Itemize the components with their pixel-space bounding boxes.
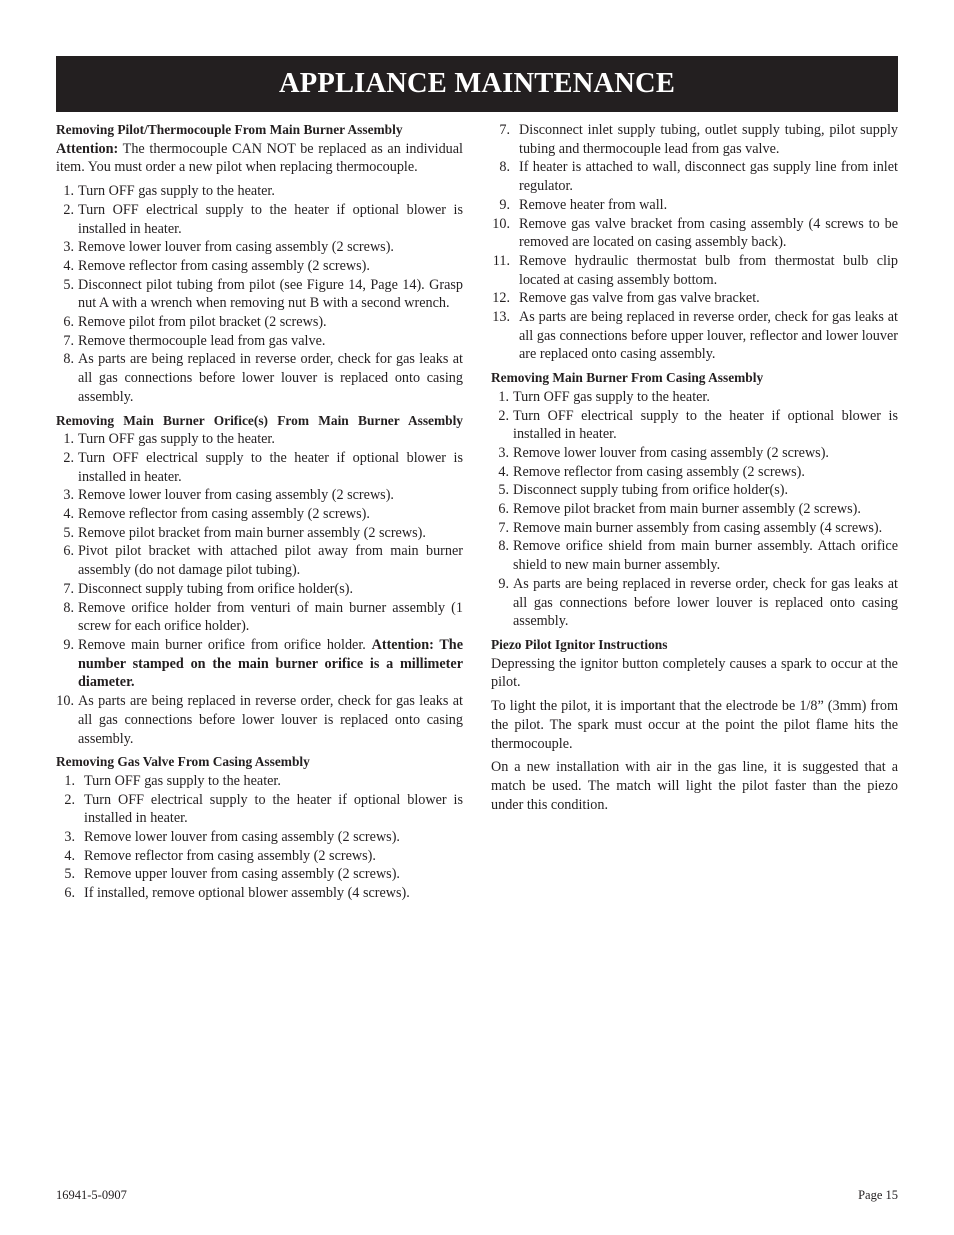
section-heading-main-burner: Removing Main Burner From Casing Assembly [491, 370, 764, 386]
list-item [56, 865, 463, 884]
step-number: 8. [63, 599, 74, 616]
step-text [78, 201, 463, 238]
step-text-body: Remove pilot from pilot bracket (2 screws). [78, 314, 327, 331]
step-text [78, 238, 463, 257]
step-text [513, 519, 898, 538]
step-text-body: Remove main burner orifice from orifice holder. [78, 636, 372, 653]
step-text-body: As parts are being replaced in reverse order, check for gas leaks at all gas connections before lower louver is replaced onto casing assembly. [78, 351, 463, 405]
section-heading-piezo: Piezo Pilot Ignitor Instructions [491, 636, 668, 652]
step-text-body: Remove orifice holder from venturi of main burner assembly (1 screw for each orifice holder). [78, 599, 463, 635]
step-text [519, 215, 898, 252]
list-item [56, 486, 463, 505]
step-text [513, 500, 898, 519]
list-item [491, 215, 898, 252]
step-text [519, 289, 898, 308]
step-number: 1. [64, 772, 75, 789]
list-item [56, 238, 463, 257]
list-item [491, 289, 898, 308]
step-text [78, 182, 463, 201]
step-text [84, 865, 463, 884]
step-text [84, 828, 463, 847]
step-text-body: Turn OFF electrical supply to the heater if optional blower is installed in heater. [513, 407, 898, 443]
list-item [56, 524, 463, 543]
list-item [56, 332, 463, 351]
step-text-body: Remove heater from wall. [519, 196, 668, 213]
step-text [78, 313, 463, 332]
step-text-body: Disconnect pilot tubing from pilot (see Figure 14, Page 14). Grasp nut A with a wrench when removing nut B with a second wrench. [78, 276, 463, 312]
step-number: 11. [492, 252, 510, 269]
step-text-body: Remove thermocouple lead from gas valve. [78, 332, 326, 349]
step-text [78, 580, 463, 599]
step-text [78, 257, 463, 276]
step-text-body: As parts are being replaced in reverse order, check for gas leaks at all gas connections before lower louver is replaced onto casing assembly. [513, 575, 898, 630]
steps-list-orifice [56, 430, 463, 748]
list-item [491, 537, 898, 574]
list-item [56, 350, 463, 406]
steps-list-gas-valve [56, 772, 463, 903]
step-text-body: Disconnect supply tubing from orifice holder(s). [78, 580, 354, 597]
list-item [56, 276, 463, 313]
list-item [56, 847, 463, 866]
step-number: 1. [63, 431, 74, 448]
step-number: 6. [63, 543, 74, 560]
step-text-body: Remove lower louver from casing assembly (2 screws). [84, 829, 400, 846]
step-text [78, 692, 463, 748]
step-text-body: Turn OFF gas supply to the heater. [78, 183, 275, 200]
step-text [513, 537, 898, 574]
step-text-body: Turn OFF gas supply to the heater. [78, 431, 275, 448]
step-number: 7. [63, 580, 74, 597]
step-number: 9. [498, 575, 509, 592]
steps-list-gas-valve-cont [491, 121, 898, 364]
list-item [56, 505, 463, 524]
list-item [491, 158, 898, 195]
step-text-body: Remove pilot bracket from main burner assembly (2 screws). [78, 524, 426, 541]
step-text-body: Remove lower louver from casing assembly (2 screws). [78, 239, 394, 256]
step-number: 13. [492, 309, 510, 326]
right-column [491, 121, 898, 814]
step-text-body: If installed, remove optional blower assembly (4 screws). [84, 885, 410, 902]
step-number: 10. [56, 693, 74, 710]
step-number: 6. [64, 885, 75, 902]
step-number: 1. [498, 388, 509, 405]
piezo-paragraph: Depressing the ignitor button completely causes a spark to occur at the pilot. [491, 655, 898, 691]
step-text [78, 430, 463, 449]
step-number: 3. [64, 829, 75, 846]
step-text [78, 486, 463, 505]
page-title: APPLIANCE MAINTENANCE [278, 68, 676, 99]
list-item [491, 481, 898, 500]
step-text [519, 196, 898, 215]
step-text [78, 276, 463, 313]
step-number: 5. [63, 276, 74, 293]
step-text [78, 350, 463, 406]
step-number: 6. [63, 314, 74, 331]
step-number: 7. [499, 122, 510, 138]
step-number: 8. [499, 159, 510, 176]
step-text [78, 636, 463, 692]
step-number: 9. [499, 196, 510, 213]
step-number: 7. [498, 519, 509, 536]
step-text [84, 884, 463, 903]
step-text [78, 599, 463, 636]
list-item [56, 430, 463, 449]
step-text-body: Remove gas valve from gas valve bracket. [519, 290, 760, 307]
step-text-body: Remove pilot bracket from main burner assembly (2 screws). [513, 501, 861, 518]
step-text [78, 332, 463, 351]
step-text [513, 407, 898, 444]
list-item [56, 313, 463, 332]
step-text [513, 444, 898, 463]
step-number: 4. [498, 463, 509, 480]
step-text-body: Turn OFF gas supply to the heater. [513, 388, 710, 405]
step-text-body: Remove lower louver from casing assembly (2 screws). [513, 444, 829, 461]
step-number: 7. [63, 332, 74, 349]
step-text-body: Remove reflector from casing assembly (2 screws). [513, 463, 805, 480]
step-text [513, 388, 898, 407]
step-number: 5. [64, 866, 75, 883]
step-text-body: As parts are being replaced in reverse order, check for gas leaks at all gas connections before upper louver, reflector and lower louver are replaced onto casing assembly. [519, 309, 898, 363]
list-item [491, 308, 898, 364]
step-text-body: Turn OFF electrical supply to the heater if optional blower is installed in heater. [78, 449, 463, 485]
step-text [78, 449, 463, 486]
step-text-body: If heater is attached to wall, disconnect gas supply line from inlet regulator. [519, 159, 898, 195]
step-text [78, 505, 463, 524]
step-text [84, 772, 463, 791]
step-number: 4. [64, 847, 75, 864]
list-item [56, 772, 463, 791]
step-number: 10. [492, 215, 510, 232]
piezo-paragraph: To light the pilot, it is important that the electrode be 1/8” (3mm) from the pilot. The spark must occur at the point the pilot flame hits the thermocouple. [491, 698, 898, 752]
list-item [491, 519, 898, 538]
step-text-body: Pivot pilot bracket with attached pilot away from main burner assembly (do not damage pilot tubing). [78, 543, 463, 579]
step-number: 3. [498, 444, 509, 461]
step-number: 4. [63, 257, 74, 274]
step-text [513, 463, 898, 482]
step-text-body: Remove lower louver from casing assembly (2 screws). [78, 487, 394, 504]
step-number: 2. [498, 407, 509, 424]
step-attention-text: Attention: The number stamped on the main burner orifice is a millimeter diameter. [78, 636, 463, 691]
list-item [56, 599, 463, 636]
step-text [513, 575, 898, 631]
step-text-body: Remove main burner assembly from casing assembly (4 screws). [513, 519, 883, 536]
step-number: 8. [63, 351, 74, 368]
section-heading-pilot: Removing Pilot/Thermocouple From Main Burner Assembly [56, 122, 403, 137]
step-text-body: Disconnect inlet supply tubing, outlet supply tubing, pilot supply tubing and thermocouple lead from gas valve. [519, 122, 898, 157]
step-text-body: Remove reflector from casing assembly (2 screws). [78, 506, 370, 523]
step-text [519, 158, 898, 195]
list-item [56, 257, 463, 276]
list-item [491, 500, 898, 519]
steps-list-main-burner [491, 388, 898, 631]
piezo-paragraph: On a new installation with air in the gas line, it is suggested that a match be used. The match will light the pilot faster than the piezo under this condition. [491, 759, 898, 813]
section-heading-gas-valve: Removing Gas Valve From Casing Assembly [56, 754, 310, 770]
step-text [519, 252, 898, 289]
list-item [491, 407, 898, 444]
list-item [56, 692, 463, 748]
step-text [78, 542, 463, 579]
list-item [491, 388, 898, 407]
page-number: Page 15 [858, 1188, 898, 1202]
step-number: 5. [498, 482, 509, 499]
page-title-banner [56, 56, 898, 112]
list-item [56, 449, 463, 486]
step-text-body: Turn OFF electrical supply to the heater if optional blower is installed in heater. [78, 201, 463, 237]
list-item [56, 182, 463, 201]
list-item [56, 580, 463, 599]
step-number: 2. [64, 791, 75, 808]
step-number: 12. [492, 290, 510, 307]
list-item [491, 444, 898, 463]
section-heading-orifice: Removing Main Burner Orifice(s) From Main Burner Assembly [56, 412, 463, 428]
step-text-body: Remove reflector from casing assembly (2 screws). [78, 257, 370, 274]
step-text [513, 481, 898, 500]
document-number: 16941-5-0907 [56, 1188, 127, 1202]
step-text [519, 121, 898, 158]
step-text-body: Turn OFF gas supply to the heater. [84, 772, 281, 789]
list-item [56, 884, 463, 903]
step-text-body: Remove gas valve bracket from casing assembly (4 screws to be removed are located on casing assembly back). [519, 215, 898, 251]
step-number: 1. [63, 183, 74, 200]
list-item [56, 542, 463, 579]
step-text-body: Remove hydraulic thermostat bulb from thermostat bulb clip located at casing assembly bottom. [519, 252, 898, 288]
step-text [84, 847, 463, 866]
list-item [56, 201, 463, 238]
step-text [519, 308, 898, 364]
list-item [56, 636, 463, 692]
step-number: 8. [498, 538, 509, 555]
step-number: 2. [63, 201, 74, 218]
step-text-body: As parts are being replaced in reverse order, check for gas leaks at all gas connections before lower louver is replaced onto casing assembly. [78, 693, 463, 747]
list-item [491, 463, 898, 482]
step-text-body: Remove orifice shield from main burner assembly. Attach orifice shield to new main burner assembly. [513, 538, 898, 574]
left-column [56, 121, 463, 903]
steps-list-pilot [56, 182, 463, 406]
step-text-body: Remove upper louver from casing assembly (2 screws). [84, 866, 400, 883]
attention-label: Attention: [56, 140, 119, 157]
step-text [84, 791, 463, 828]
attention-text: The thermocouple CAN NOT be replaced as an individual item. You must order a new pilot when replacing thermocouple. [56, 140, 463, 176]
step-number: 2. [63, 449, 74, 466]
step-number: 4. [63, 506, 74, 523]
list-item [491, 196, 898, 215]
step-number: 3. [63, 487, 74, 504]
step-number: 3. [63, 239, 74, 256]
step-text-body: Turn OFF electrical supply to the heater if optional blower is installed in heater. [84, 791, 463, 827]
step-number: 5. [63, 524, 74, 541]
list-item [56, 791, 463, 828]
step-text-body: Remove reflector from casing assembly (2 screws). [84, 847, 376, 864]
list-item [491, 575, 898, 631]
list-item [491, 121, 898, 158]
attention-note [56, 140, 463, 177]
list-item [56, 828, 463, 847]
step-number: 6. [498, 501, 509, 518]
step-number: 9. [63, 636, 74, 653]
step-text [78, 524, 463, 543]
list-item [491, 252, 898, 289]
step-text-body: Disconnect supply tubing from orifice holder(s). [513, 482, 789, 499]
